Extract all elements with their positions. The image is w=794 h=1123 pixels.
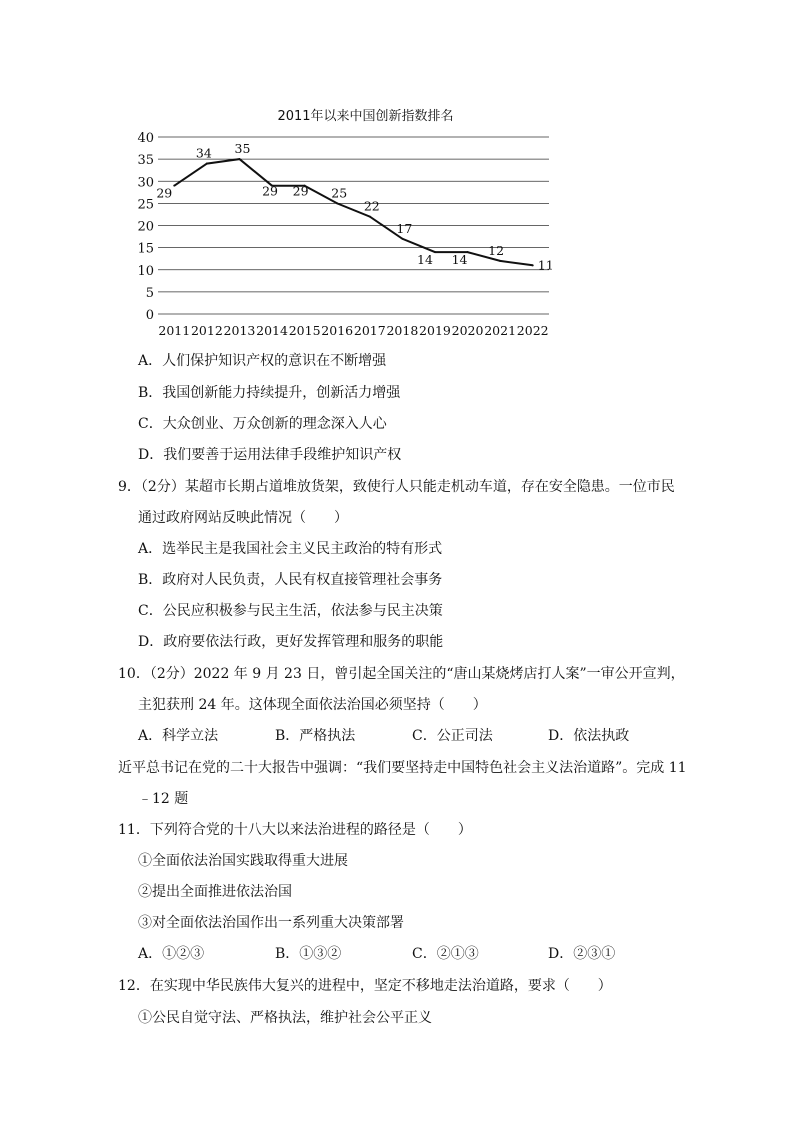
q9-option-a: A．选举民主是我国社会主义民主政治的特有形式 — [138, 541, 443, 557]
q11-item-1: ①全面依法治国实践取得重大进展 — [138, 853, 348, 869]
data-point — [206, 163, 208, 165]
data-label: 25 — [331, 185, 348, 201]
q8-option-a: A．人们保护知识产权的意识在不断增强 — [138, 353, 387, 369]
q11-option-b: B．①③② — [275, 946, 342, 962]
q11-item-2: ②提出全面推进依法治国 — [138, 884, 292, 900]
x-tick-label: 2021 — [484, 323, 517, 338]
intro-line2: ﹣12 题 — [138, 791, 189, 807]
x-tick-label: 2022 — [516, 323, 549, 338]
x-tick-label: 2019 — [419, 323, 451, 338]
q12-item-1: ①公民自觉守法、严格执法，维护社会公平正义 — [138, 1010, 432, 1026]
data-label: 35 — [234, 141, 251, 157]
q11-option-a: A．①②③ — [138, 946, 205, 962]
intro-line1: 近平总书记在党的二十大报告中强调：“我们要坚持走中国特色社会主义法治道路”。完成 11 — [118, 760, 687, 776]
data-point — [336, 202, 338, 204]
q9-option-d: D．政府要依法行政，更好发挥管理和服务的职能 — [138, 634, 444, 650]
q12-stem: 12．在实现中华民族伟大复兴的进程中，坚定不移地走法治道路，要求（ ） — [118, 978, 612, 994]
data-label: 12 — [488, 242, 505, 258]
x-tick-label: 2015 — [288, 323, 321, 338]
y-tick-label: 25 — [137, 197, 154, 213]
data-label: 11 — [537, 257, 554, 273]
y-tick-label: 15 — [137, 241, 154, 257]
data-label: 34 — [195, 145, 212, 161]
y-tick-label: 30 — [137, 175, 154, 191]
q11-item-3: ③对全面依法治国作出一系列重大决策部署 — [138, 915, 404, 931]
x-tick-label: 2020 — [451, 323, 484, 338]
chart-title: 2011年以来中国创新指数排名 — [277, 109, 454, 124]
q9-stem-line1: 9．（2分）某超市长期占道堆放货架，致使行人只能走机动车道，存在安全隐患。一位市民 — [118, 479, 675, 495]
q9-option-b: B．政府对人民负责，人民有权直接管理社会事务 — [138, 572, 443, 588]
x-tick-label: 2013 — [223, 323, 256, 338]
data-point — [434, 251, 436, 253]
data-label: 29 — [292, 183, 309, 199]
data-point — [532, 264, 534, 266]
x-tick-label: 2017 — [353, 323, 386, 338]
y-tick-label: 5 — [145, 285, 154, 301]
data-point — [238, 158, 240, 160]
x-tick-label: 2011 — [158, 323, 191, 338]
line-chart — [120, 100, 580, 345]
q8-option-b: B．我国创新能力持续提升，创新活力增强 — [138, 385, 401, 401]
q11-option-d: D．②③① — [548, 946, 616, 962]
x-tick-label: 2018 — [386, 323, 419, 338]
q10-stem-line2: 主犯获刑 24 年。这体现全面依法治国必须坚持（ ） — [138, 697, 487, 713]
q11-stem: 11．下列符合党的十八大以来法治进程的路径是（ ） — [118, 822, 472, 838]
q8-option-d: D．我们要善于运用法律手段维护知识产权 — [138, 447, 402, 463]
x-tick-label: 2016 — [321, 323, 354, 338]
data-label: 29 — [262, 183, 278, 199]
data-label: 14 — [451, 252, 468, 268]
q9-stem-line2: 通过政府网站反映此情况（ ） — [138, 510, 348, 526]
q10-stem-line1: 10．（2分）2022 年 9 月 23 日，曾引起全国关注的“唐山某烧烤店打人案”一审公开宣判， — [118, 666, 685, 682]
data-point — [499, 260, 501, 262]
y-tick-label: 35 — [137, 153, 154, 169]
data-label: 22 — [363, 198, 380, 214]
series-line — [174, 159, 532, 268]
data-label: 14 — [417, 252, 433, 268]
data-label: 29 — [156, 185, 173, 201]
q10-option-d: D．依法执政 — [548, 728, 630, 744]
data-point — [401, 238, 403, 240]
y-tick-label: 40 — [137, 131, 154, 146]
q10-option-b: B．严格执法 — [275, 728, 356, 744]
y-tick-label: 0 — [145, 308, 154, 323]
q9-option-c: C．公民应积极参与民主生活，依法参与民主决策 — [138, 603, 443, 619]
data-point — [173, 185, 175, 187]
q11-option-c: C．②①③ — [412, 946, 479, 962]
data-label: 17 — [396, 220, 413, 236]
data-point — [369, 216, 371, 218]
q10-option-c: C．公正司法 — [412, 728, 493, 744]
y-tick-label: 20 — [137, 219, 154, 235]
x-tick-label: 2014 — [256, 323, 288, 338]
x-tick-label: 2012 — [190, 323, 223, 338]
q10-option-a: A．科学立法 — [138, 728, 219, 744]
q8-option-c: C．大众创业、万众创新的理念深入人心 — [138, 416, 387, 432]
y-tick-label: 10 — [137, 263, 154, 279]
chart — [120, 100, 580, 345]
